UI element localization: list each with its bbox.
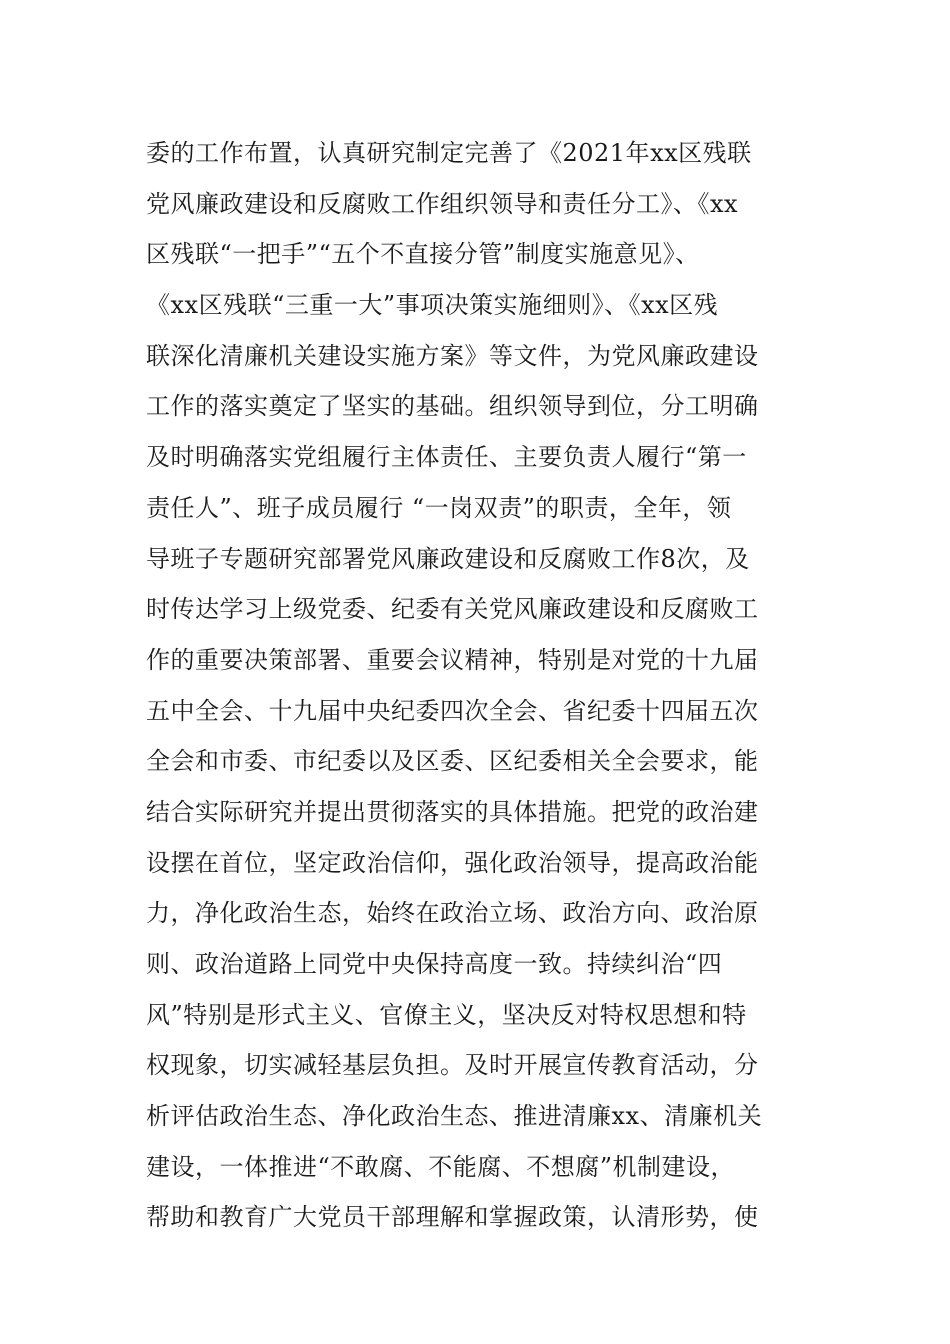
- text-line: 责任人”、班子成员履行 “一岗双责”的职责，全年，领: [146, 493, 732, 522]
- text-line: 结合实际研究并提出贯彻落实的具体措施。把党的政治建: [146, 797, 759, 826]
- text-line: 作的重要决策部署、重要会议精神，特别是对党的十九届: [146, 645, 759, 674]
- text-line: 则、政治道路上同党中央保持高度一致。持续纠治“四: [146, 950, 723, 978]
- text-line: 委的工作布置，认真研究制定完善了《2021年xx区残联: [146, 139, 752, 167]
- body-text: [146, 128, 816, 1243]
- text-line: 及时明确落实党组履行主体责任、主要负责人履行“第一: [146, 443, 747, 472]
- text-line: 区残联“一把手”“五个不直接分管”制度实施意见》、: [146, 240, 700, 269]
- text-line: 权现象，切实减轻基层负担。及时开展宣传教育活动，分: [146, 1051, 759, 1080]
- text-line: 风”特别是形式主义、官僚主义，坚决反对特权思想和特: [146, 1000, 747, 1029]
- text-line: 导班子专题研究部署党风廉政建设和反腐败工作8次，及: [146, 544, 750, 573]
- text-line: 联深化清廉机关建设实施方案》等文件，为党风廉政建设: [146, 341, 759, 370]
- text-line: 党风廉政建设和反腐败工作组织领导和责任分工》、《xx: [146, 189, 739, 218]
- text-line: 建设，一体推进“不敢腐、不能腐、不想腐”机制建设，: [146, 1152, 736, 1181]
- text-line: 力，净化政治生态，始终在政治立场、政治方向、政治原: [146, 899, 759, 928]
- text-line: 析评估政治生态、净化政治生态、推进清廉xx、清廉机关: [146, 1102, 763, 1131]
- text-line: 《xx区残联“三重一大”事项决策实施细则》、《xx区残: [146, 291, 719, 320]
- text-line: 全会和市委、市纪委以及区委、区纪委相关全会要求，能: [146, 747, 759, 776]
- text-line: 时传达学习上级党委、纪委有关党风廉政建设和反腐败工: [146, 595, 759, 624]
- text-line: 帮助和教育广大党员干部理解和掌握政策，认清形势，使: [146, 1203, 759, 1232]
- text-line: 工作的落实奠定了坚实的基础。组织领导到位，分工明确: [146, 392, 759, 421]
- text-line: 五中全会、十九届中央纪委四次全会、省纪委十四届五次: [146, 696, 759, 725]
- text-line: 设摆在首位，坚定政治信仰，强化政治领导，提高政治能: [146, 848, 759, 877]
